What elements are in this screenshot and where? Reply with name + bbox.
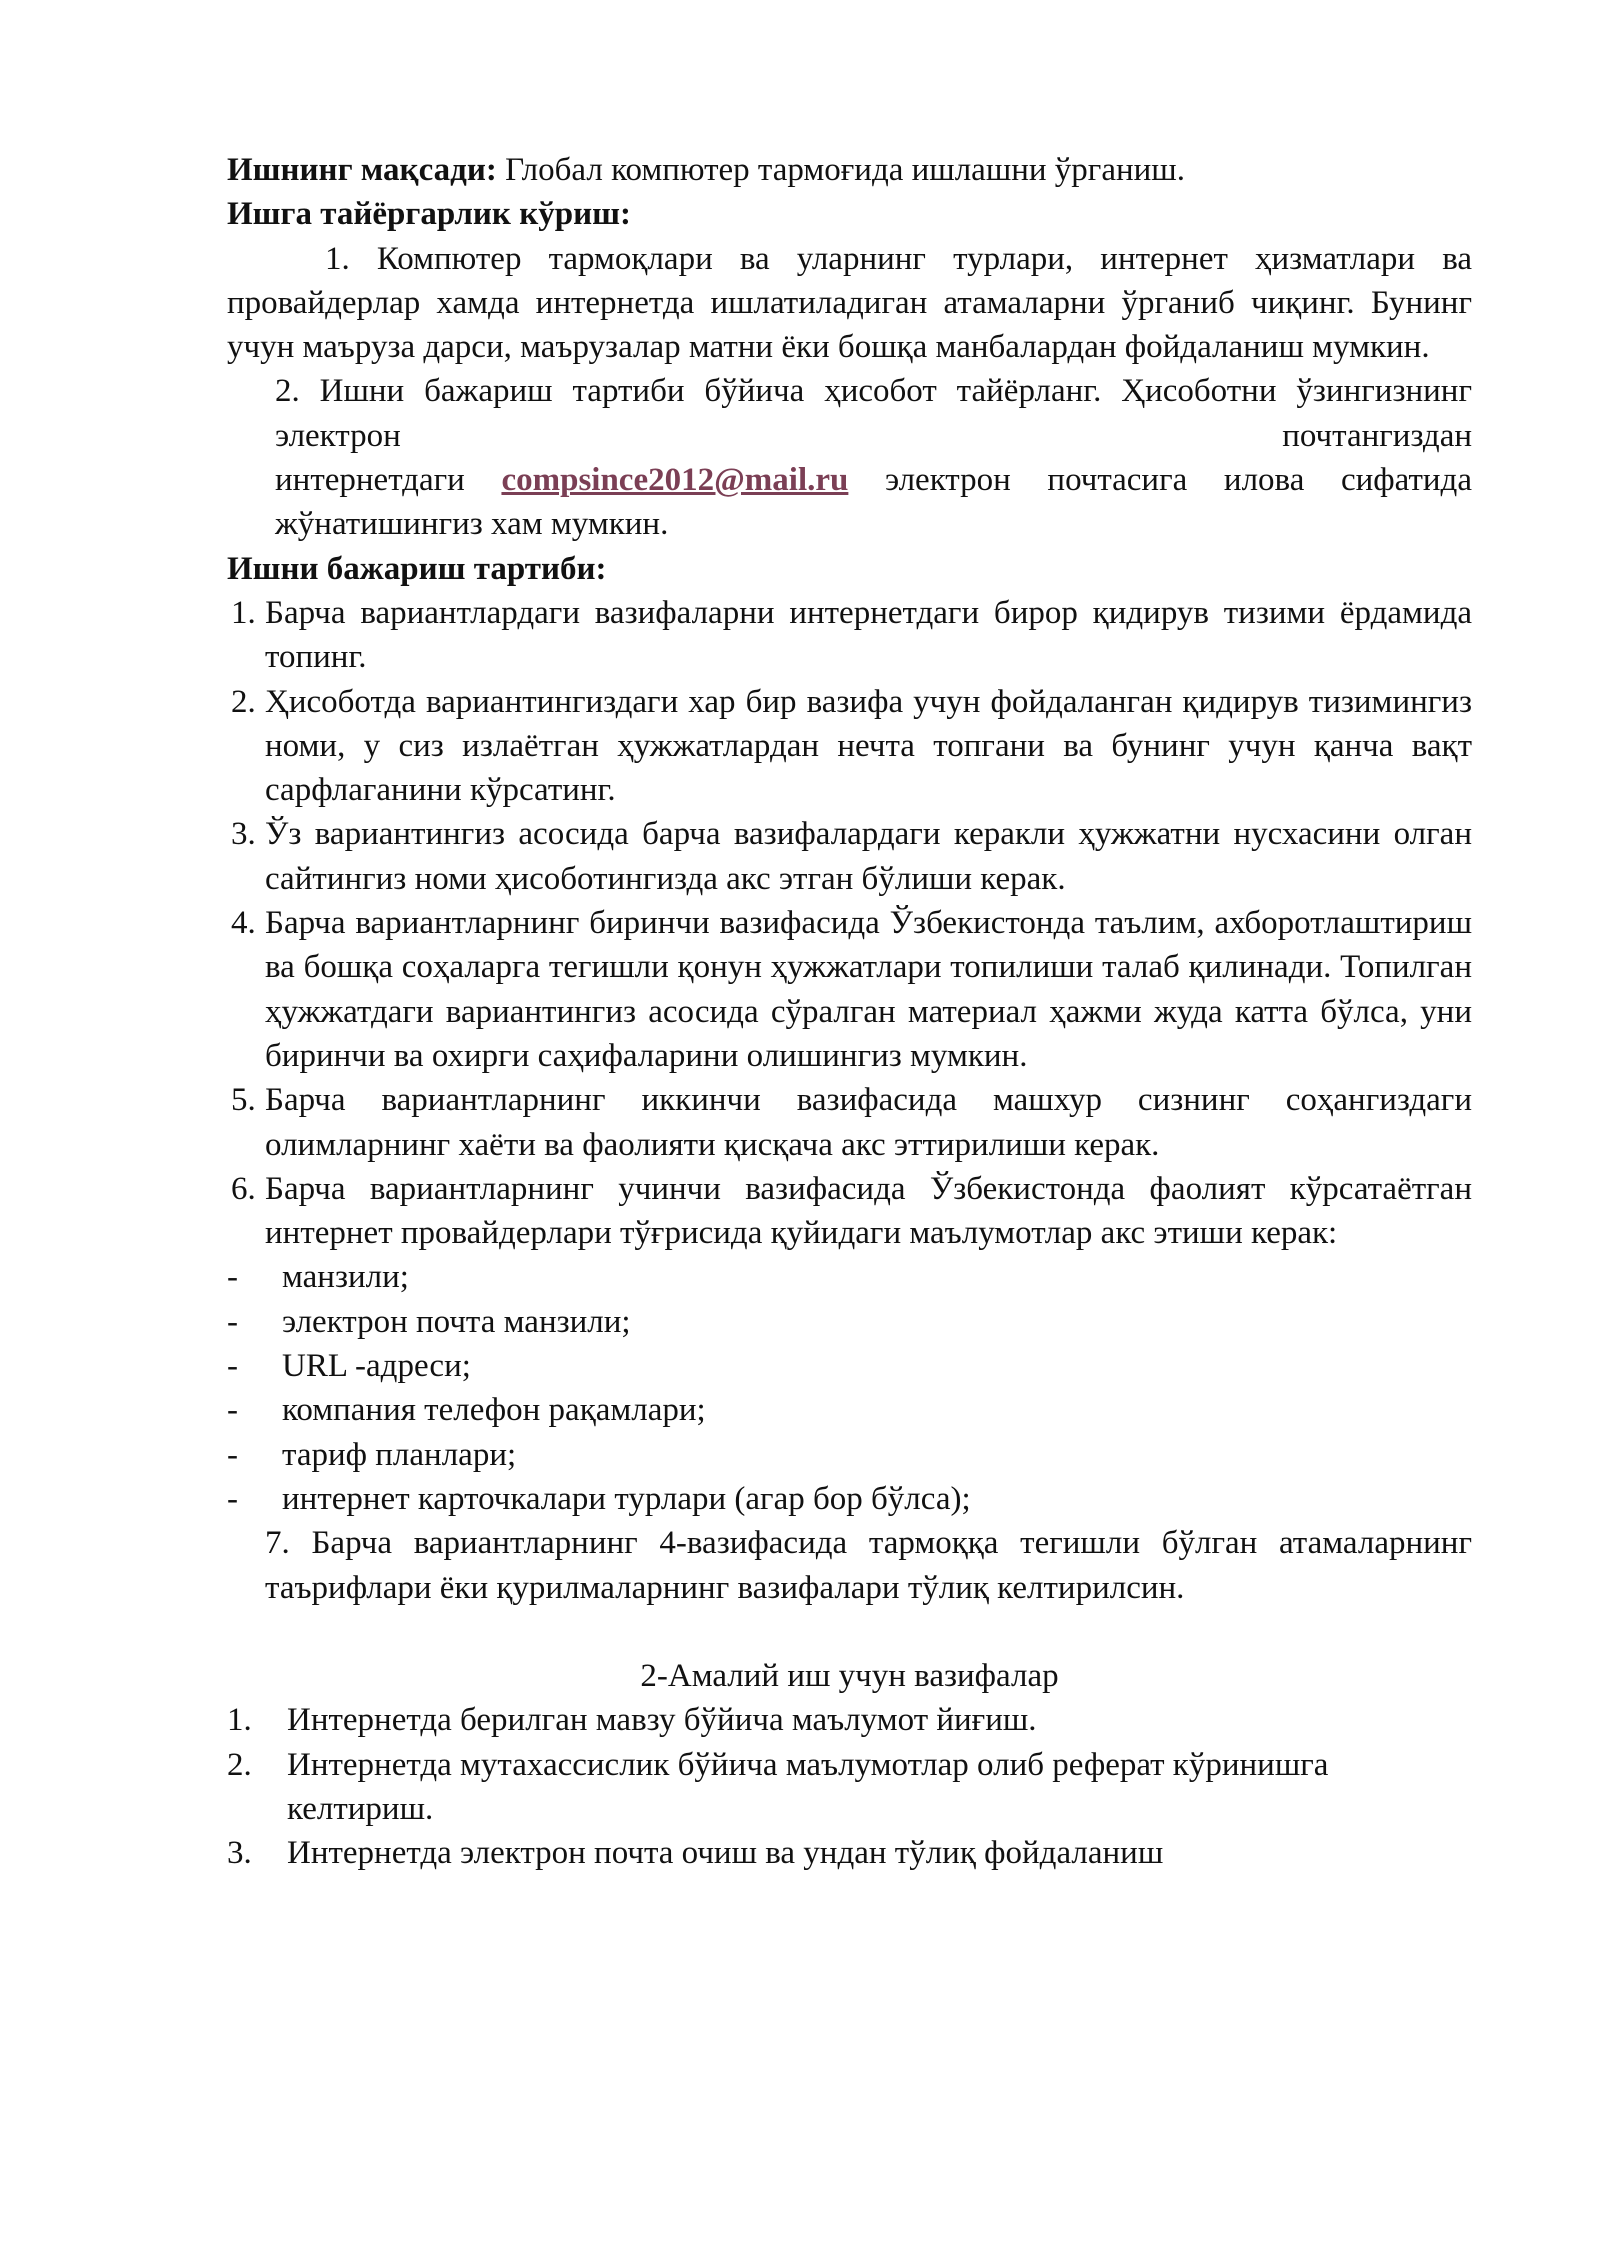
prep-item-2-pre: интернетдаги (275, 462, 502, 499)
dash-marker: - (227, 1480, 238, 1517)
task-item-number: 2. (227, 1746, 252, 1783)
procedure-item-text: Барча вариантларнинг биринчи вазифасида Ўзбекистонда таълим, ахборотлаштириш ва бошқа соҳаларга тегишли қонун ҳужжатлари топилиши талаб қилинади. Топилган ҳужжатдаги вариантингиз асосида сўралган материал ҳажми жуда катта бўлса, уни биринчи ва охирги саҳифаларини олишингиз мумкин. (265, 905, 1472, 1074)
email-link[interactable]: compsince2012@mail.ru (501, 462, 849, 499)
procedure-item-number: 5. (231, 1082, 256, 1119)
dash-list-item (227, 1300, 1472, 1344)
tasks-heading: 2-Амалий иш учун вазифалар (640, 1658, 1059, 1695)
task-item-text: Интернетда берилган мавзу бўйича маълумот йиғиш. (287, 1702, 1037, 1739)
dash-marker: - (227, 1303, 238, 1340)
procedure-item-number: 2. (231, 683, 256, 720)
procedure-item (227, 680, 1472, 813)
dash-marker: - (227, 1348, 238, 1385)
dash-list-item (227, 1344, 1472, 1388)
task-item-text: Интернетда электрон почта очиш ва ундан тўлиқ фойдаланиш (287, 1835, 1164, 1872)
procedure-item-number: 4. (231, 905, 256, 942)
goal-paragraph (227, 148, 1472, 192)
dash-marker: - (227, 1436, 238, 1473)
goal-text: Глобал компютер тармоғида ишлашни ўрганиш. (496, 152, 1185, 188)
dash-item-text: компания телефон рақамлари; (282, 1392, 706, 1429)
dash-list-item (227, 1433, 1472, 1477)
prep-item-2-rest (227, 458, 1472, 547)
dash-list-item (227, 1255, 1472, 1299)
prep-item-1: 1. Компютер тармоқлари ва уларнинг турлари, интернет ҳизматлари ва провайдерлар хамда интернетда ишлатиладиган атамаларни ўрганиб чиқинг. Бунинг учун маъруза дарси, маърузалар матни ёки бошқа манбалардан фойдаланиш мумкин. (227, 240, 1472, 366)
dash-marker: - (227, 1392, 238, 1429)
dash-item-text: тариф планлари; (282, 1436, 517, 1473)
dash-item-text: манзили; (282, 1259, 409, 1296)
task-item-number: 1. (227, 1702, 252, 1739)
prep-heading: Ишга тайёргарлик кўриш: (227, 196, 631, 233)
procedure-item (227, 591, 1472, 680)
procedure-item-text: Ҳисоботда вариантингиздаги хар бир вазифа учун фойдаланган қидирув тизимингиз номи, у сиз излаётган ҳужжатлардан нечта топгани ва бунинг учун қанча вақт сарфлаганини кўрсатинг. (265, 683, 1472, 809)
procedure-item-text: Барча вариантларнинг учинчи вазифасида Ўзбекистонда фаолият кўрсатаётган интернет провайдерлари тўғрисида қуйидаги маълумотлар акс этиши керак: (265, 1170, 1472, 1252)
procedure-item-text: Ўз вариантингиз асосида барча вазифалардаги керакли ҳужжатни нусхасини олган сайтингиз номи ҳисоботингизда акс этган бўлиши керак. (265, 816, 1472, 897)
spacer (227, 1610, 1472, 1654)
procedure-heading: Ишни бажариш тартиби: (227, 550, 607, 587)
procedure-item-number: 3. (231, 816, 256, 853)
prep-item-2-post: электрон почтасига илова сифатида жўнатишингиз хам мумкин. (275, 462, 1472, 543)
document-page (227, 148, 1472, 1876)
task-item (227, 1743, 1472, 1832)
procedure-item (227, 901, 1472, 1078)
goal-label: Ишнинг мақсади: (227, 152, 497, 188)
procedure-item-number: 6. (231, 1170, 256, 1207)
procedure-item-text: Барча вариантларнинг иккинчи вазифасида машхур сизнинг соҳангиздаги олимларнинг хаёти ва фаолияти қисқача акс эттирилиши керак. (265, 1082, 1472, 1163)
dash-item-text: URL -адреси; (282, 1348, 471, 1385)
procedure-item (227, 1167, 1472, 1256)
procedure-item-text: Барча вариантлардаги вазифаларни интернетдаги бирор қидирув тизими ёрдамида топинг. (265, 594, 1472, 676)
task-item-number: 3. (227, 1835, 252, 1872)
dash-marker: - (227, 1259, 238, 1296)
task-item (227, 1698, 1472, 1742)
procedure-item (227, 1078, 1472, 1167)
dash-list-item (227, 1388, 1472, 1432)
task-item (227, 1831, 1472, 1875)
dash-item-text: электрон почта манзили; (282, 1303, 631, 1340)
procedure-item-number: 1. (231, 594, 256, 631)
dash-list-item (227, 1477, 1472, 1521)
dash-item-text: интернет карточкалари турлари (агар бор бўлса); (282, 1480, 971, 1517)
task-item-text: Интернетда мутахассислик бўйича маълумотлар олиб реферат кўринишга келтириш. (287, 1746, 1329, 1827)
procedure-item-7: 7. Барча вариантларнинг 4-вазифасида тармоққа тегишли бўлган атамаларнинг таърифлари ёки қурилмаларнинг вазифалари тўлиқ келтирилсин. (265, 1525, 1472, 1606)
procedure-item (227, 812, 1472, 901)
prep-item-2-line1: 2. Ишни бажариш тартиби бўйича ҳисобот тайёрланг. Ҳисоботни ўзингизнинг электрон почтангиздан (275, 373, 1472, 454)
